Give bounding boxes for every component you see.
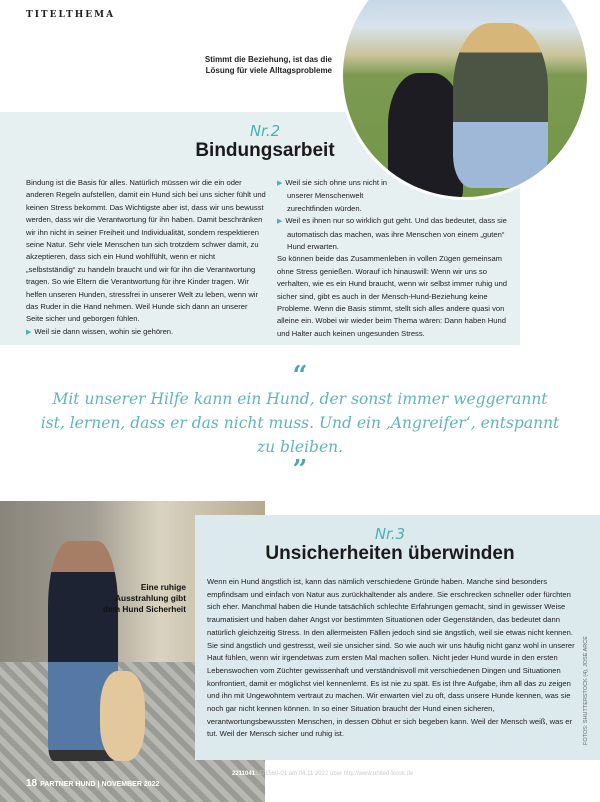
triangle-bullet-icon: ▶ — [277, 180, 283, 187]
triangle-bullet-icon: ▶ — [26, 328, 32, 336]
bullet-item: ▶ Weil sie dann wissen, wohin sie gehören. — [26, 326, 174, 336]
section-3-heading — [250, 525, 530, 565]
photo-caption: Eine ruhige Ausstrahlung gibt dem Hund Sicherheit — [103, 582, 186, 614]
open-quote-icon: “ — [292, 361, 308, 391]
section-2-heading — [170, 122, 360, 162]
body-column-1 — [26, 177, 266, 339]
paragraph: Bindung ist die Basis für alles. Natürlich müssen wir die ein oder anderen Regeln aufstellen, damit ein Hund sich bei uns sicher fühlt und keinen Stress bekommt. Das Wichtigste aber ist, dass wir uns bewusst werden, dass wir die Verantwortung für ihn haben. Damit beschränken wir ihn nicht in seiner Freiheit und Individualität, sondern respektieren seine Natur. Sehr viele Menschen tun sich trotzdem schwer damit, zu akzeptieren, dass sich ein Hund wohlfühlt, wenn er nicht „selbstständig“ zu handeln braucht und wir für ihn die Verantwortung tragen. So wie Eltern die Verantwortung für ihre Kinder tragen. Wir helfen unseren Hunden, stressfrei in unserer Welt zu leben, wenn wir das Ruder in die Hand nehmen. Weil Hunde sich dann an unserer Seite sicher und geborgen fühlen. — [26, 178, 266, 324]
section-title: Unsicherheiten überwinden — [265, 543, 515, 564]
photo-caption: Stimmt die Beziehung, ist das die Lösung für viele Alltagsprobleme — [204, 55, 332, 75]
page-footer — [26, 778, 159, 789]
close-quote-icon: ” — [292, 455, 308, 485]
page-number: 18 — [26, 778, 38, 789]
section-title: Bindungsarbeit — [195, 140, 335, 161]
photo-credit: FOTOS: SHUTTERSTOCK (4), JOSÉ ARCE — [583, 636, 589, 745]
bullet-item: ▶ Weil es ihnen nur so wirklich gut geht. Und das bedeutet, dass sie automatisch das machen, was ihre Menschen von einem „guten“ Hund erwarten. — [277, 216, 507, 252]
paragraph: So können beide das Zusammenleben in vollen Zügen gemeinsam ohne Stress genießen. Worauf ich hinauswill: Wenn wir uns so verhalten, wie es ein Hund braucht, wenn wir selbst immer ruhig und sicher sind, gibt es auch in der Mensch-Hund-Beziehung keine Probleme. Wenn die Basis stimmt, stellt sich alles andere quasi von alleine ein. Wobei wir wieder beim Thema wären: Dann haben Hund und Halter auch keinen ungesunden Stress. — [277, 254, 508, 338]
section-kicker: TITELTHEMA — [26, 10, 116, 20]
section-number: Nr.2 — [249, 122, 281, 140]
download-watermark: 22110411371560-01 am 04.11.2022 über http://www.united-kiosk.de — [232, 771, 414, 777]
body-text: Wenn ein Hund ängstlich ist, kann das nämlich verschiedene Gründe haben. Manche sind besonders empfindsam und einfach von Natur aus zurückhaltender als andere. Sie erschrecken schneller oder fürchten sich eher. Manchmal haben die Hunde tatsächlich schlechte Erfahrungen gemacht, sind in gewisser Weise traumatisiert und haben daher Angst vor bestimmten Situationen oder Gegenständen, das bedeutet dann natürlich gleichzeitig Stress. In den allermeisten Fällen jedoch sind sie ängstlich, weil sie etwas nicht kennen. Sie sind ängstlich und gestresst, weil sie unsicher sind. So wie auch wir uns häufig nicht ganz wohl in unserer Haut fühlen, wenn wir irgendetwas zum ersten Mal machen sollen. Nicht jeder Hund wurde in den ersten Lebenswochen vom Züchter gewissenhaft und verständnisvoll mit verschiedenen Dingen und Situationen konfrontiert, damit er möglichst viel kennenlernt. Es ist nie zu spät. Es ist Ihre Aufgabe, ihm all das zu zeigen und ihn mit Ungewohntem vertraut zu machen. Wir erwarten viel zu oft, dass unsere Hunde kennen, was sie noch gar nicht kennen können. In so einer Situation braucht der Hund einen sicheren, verantwortungsbewussten Menschen, in dessen Obhut er sich begeben kann. Weil der Mensch weiß, was er tut. Weil der Mensch sicher und ruhig ist. — [207, 577, 575, 739]
quote-text: Mit unserer Hilfe kann ein Hund, der sonst immer weggerannt ist, lernen, dass er das nicht muss. Und ein ‚Angreifer‘, entspannt zu bleiben. — [40, 390, 560, 456]
pull-quote — [40, 361, 560, 485]
magazine-issue: PARTNER HUND | NOVEMBER 2022 — [40, 781, 160, 788]
triangle-bullet-icon: ▶ — [277, 218, 283, 226]
section-number: Nr.3 — [374, 525, 406, 543]
bullet-item: ▶ Weil sie sich ohne uns nicht in unserer Menschenwelt zurechtfinden würden. — [277, 178, 387, 213]
body-column-2 — [277, 177, 517, 340]
